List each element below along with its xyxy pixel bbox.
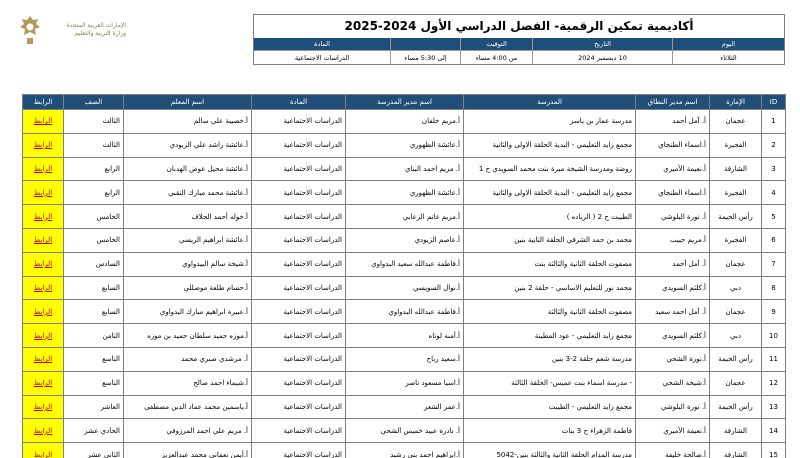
- cell-school: مجمع زايد التعليمي - البدية الحلقة الاولى والثانية: [464, 181, 636, 205]
- cell-subject: الدراسات الاجتماعية: [252, 181, 346, 205]
- cell-zone-manager: أ.كلثم السويدي: [636, 276, 710, 300]
- cell-link: [23, 443, 64, 458]
- table-row: [23, 324, 786, 348]
- cell-id: 1: [762, 110, 786, 134]
- cell-school: مصفوت الحلقة الثانية والثالثة: [464, 300, 636, 324]
- cell-link: [23, 419, 64, 443]
- schedule-table: [22, 94, 786, 458]
- cell-teacher: أ.أيمن نعماني محمد عبدالعزيز: [124, 443, 252, 458]
- label-day: اليوم: [672, 38, 784, 50]
- cell-link: [23, 395, 64, 419]
- session-link[interactable]: الرابط: [33, 117, 53, 126]
- cell-school: مجمع زايد التعليمي - البدية الحلقة الاولى والثانية: [464, 133, 636, 157]
- cell-link: [23, 371, 64, 395]
- cell-emirate: دبي: [710, 276, 762, 300]
- cell-grade: الخامس: [64, 205, 124, 229]
- cell-school: فاطمة الزهراء ح 3 بنات: [464, 419, 636, 443]
- table-row: [23, 395, 786, 419]
- session-link[interactable]: الرابط: [33, 450, 53, 458]
- cell-subject: الدراسات الاجتماعية: [252, 347, 346, 371]
- cell-teacher: أ.شيخة سالم البيدواوي: [124, 252, 252, 276]
- cell-grade: التاسع: [64, 371, 124, 395]
- col-zone-manager: اسم مدير النطاق: [636, 95, 710, 110]
- cell-subject: الدراسات الاجتماعية: [252, 228, 346, 252]
- cell-emirate: الشارقة: [710, 443, 762, 458]
- cell-grade: الثالث: [64, 110, 124, 134]
- cell-subject: الدراسات الاجتماعية: [252, 324, 346, 348]
- table-row: [23, 110, 786, 134]
- cell-grade: العاشر: [64, 395, 124, 419]
- ministry-name: [46, 22, 126, 38]
- cell-emirate: عجمان: [710, 252, 762, 276]
- label-subject: المادة: [254, 38, 390, 50]
- value-time-start: من 4:00 مساء: [460, 50, 532, 64]
- col-subject: المادة: [252, 95, 346, 110]
- cell-teacher: أ.حسام طلعة موصللي: [124, 276, 252, 300]
- cell-subject: الدراسات الاجتماعية: [252, 205, 346, 229]
- cell-principal: أ.فاطمة عبدالله البدواوي: [346, 300, 464, 324]
- cell-zone-manager: أ.اسماء الطنجاي: [636, 133, 710, 157]
- cell-teacher: أ.عائشة محيل عوض الهدبان: [124, 157, 252, 181]
- session-link[interactable]: الرابط: [33, 164, 53, 173]
- cell-school: مصفوت الحلقة الثانية والثالثة بنت: [464, 252, 636, 276]
- session-link[interactable]: الرابط: [33, 141, 53, 150]
- cell-emirate: عجمان: [710, 371, 762, 395]
- cell-id: 4: [762, 181, 786, 205]
- cell-emirate: رأس الخيمة: [710, 347, 762, 371]
- header-values-row: [254, 50, 784, 64]
- value-day: الثلاثاء: [672, 50, 784, 64]
- cell-school: مدرسة المدام الحلقة الثانية والثالثة بنين-5042: [464, 443, 636, 458]
- cell-subject: الدراسات الاجتماعية: [252, 395, 346, 419]
- cell-teacher: أ.عائشة محمد مبارك النقبي: [124, 181, 252, 205]
- cell-school: روضة ومدرسة الشيخة ميرة بنت محمد السويدي ح 1: [464, 157, 636, 181]
- table-row: [23, 157, 786, 181]
- cell-school: محمد بن حمد الشرقي الحلقة الثانية بنين: [464, 228, 636, 252]
- cell-link: [23, 205, 64, 229]
- session-link[interactable]: الرابط: [33, 402, 53, 411]
- cell-school: مجمع زايد التعليمي - الطيبت: [464, 395, 636, 419]
- cell-principal: أ.أمنة لوتاه: [346, 324, 464, 348]
- page-title: أكاديمية تمكين الرقمية- الفصل الدراسي الأول 2024-2025: [254, 15, 784, 38]
- cell-grade: السادس: [64, 252, 124, 276]
- cell-zone-manager: أ.شيخة الشحي: [636, 371, 710, 395]
- cell-principal: أ.نوال السويسي: [346, 276, 464, 300]
- cell-zone-manager: أ.نعيمة الأميري: [636, 419, 710, 443]
- table-row: [23, 252, 786, 276]
- label-time: التوقيت: [460, 38, 532, 50]
- col-teacher: اسم المعلم: [124, 95, 252, 110]
- cell-zone-manager: أ.نورة الشحي: [636, 347, 710, 371]
- col-grade: الصف: [64, 95, 124, 110]
- cell-zone-manager: أ.صالحة خليفة: [636, 443, 710, 458]
- cell-zone-manager: أ.نعيمة الأميري: [636, 157, 710, 181]
- ministry-logo: [18, 14, 128, 48]
- cell-teacher: أ.عائشة ابراهيم الريسي: [124, 228, 252, 252]
- cell-grade: الخامس: [64, 228, 124, 252]
- cell-id: 7: [762, 252, 786, 276]
- session-link[interactable]: الرابط: [33, 355, 53, 364]
- table-row: [23, 347, 786, 371]
- cell-grade: الرابع: [64, 157, 124, 181]
- cell-id: 13: [762, 395, 786, 419]
- col-school: المدرسة: [464, 95, 636, 110]
- table-row: [23, 419, 786, 443]
- cell-teacher: أ.موزه حميد سلطان حميد بن موزه: [124, 324, 252, 348]
- cell-principal: أ.اسيا مسعود ناصر: [346, 371, 464, 395]
- cell-subject: الدراسات الاجتماعية: [252, 110, 346, 134]
- cell-principal: أ.مريم خلفان: [346, 110, 464, 134]
- cell-id: 10: [762, 324, 786, 348]
- cell-id: 2: [762, 133, 786, 157]
- label-time-end: [390, 38, 460, 50]
- cell-teacher: أ.عبيرة ابراهيم مبارك البدواوي: [124, 300, 252, 324]
- session-info-header: [253, 14, 785, 65]
- cell-zone-manager: أ.كلثم السويدي: [636, 324, 710, 348]
- uae-emblem-icon: [18, 14, 42, 46]
- cell-subject: الدراسات الاجتماعية: [252, 300, 346, 324]
- cell-grade: التاسع: [64, 347, 124, 371]
- cell-subject: الدراسات الاجتماعية: [252, 419, 346, 443]
- cell-link: [23, 276, 64, 300]
- cell-principal: أ.عاصم الزيودي: [346, 228, 464, 252]
- cell-emirate: الفجيرة: [710, 181, 762, 205]
- cell-principal: أ. نادرة عبيد خميس الشحي: [346, 419, 464, 443]
- cell-link: [23, 181, 64, 205]
- cell-grade: الثامن: [64, 324, 124, 348]
- cell-emirate: عجمان: [710, 300, 762, 324]
- cell-zone-manager: أ.اسماء الطنجاي: [636, 181, 710, 205]
- session-link[interactable]: الرابط: [33, 307, 53, 316]
- col-principal: اسم مدير المدرسة: [346, 95, 464, 110]
- cell-grade: السابع: [64, 276, 124, 300]
- cell-principal: أ.مريم غانم الزعابي: [346, 205, 464, 229]
- cell-link: [23, 252, 64, 276]
- table-body: [23, 110, 786, 458]
- col-id: ID: [762, 95, 786, 110]
- cell-zone-manager: أ. آمل أحمد: [636, 252, 710, 276]
- cell-principal: أ.عائشة الظهوري: [346, 181, 464, 205]
- cell-subject: الدراسات الاجتماعية: [252, 371, 346, 395]
- cell-principal: أ.سعيد رباح: [346, 347, 464, 371]
- cell-emirate: عجمان: [710, 110, 762, 134]
- cell-emirate: الفجيرة: [710, 133, 762, 157]
- cell-subject: الدراسات الاجتماعية: [252, 443, 346, 458]
- cell-link: [23, 324, 64, 348]
- session-link[interactable]: الرابط: [33, 379, 53, 388]
- cell-school: مدرسة عمار بن ياسر: [464, 110, 636, 134]
- session-link[interactable]: الرابط: [33, 260, 53, 269]
- session-link[interactable]: الرابط: [33, 331, 53, 340]
- cell-id: 8: [762, 276, 786, 300]
- cell-school: مجمع زايد التعليمي - عود المطينة: [464, 324, 636, 348]
- cell-link: [23, 110, 64, 134]
- cell-emirate: الشارقة: [710, 157, 762, 181]
- cell-teacher: أ.ياسمين محمد عماد الدين مصطفى: [124, 395, 252, 419]
- cell-subject: الدراسات الاجتماعية: [252, 276, 346, 300]
- session-link[interactable]: الرابط: [33, 283, 53, 292]
- session-link[interactable]: الرابط: [33, 236, 53, 245]
- cell-zone-manager: أ. آمل احمد سعيد: [636, 300, 710, 324]
- cell-link: [23, 157, 64, 181]
- value-subject: الدراسات الاجتماعية: [254, 50, 390, 64]
- cell-zone-manager: أ. آمل أحمد: [636, 110, 710, 134]
- cell-subject: الدراسات الاجتماعية: [252, 133, 346, 157]
- session-link[interactable]: الرابط: [33, 212, 53, 221]
- cell-principal: أ.عمر الشعر: [346, 395, 464, 419]
- session-link[interactable]: الرابط: [33, 188, 53, 197]
- table-row: [23, 443, 786, 458]
- cell-link: [23, 228, 64, 252]
- cell-emirate: الشارقة: [710, 419, 762, 443]
- cell-zone-manager: أ. نورة البلوشي: [636, 205, 710, 229]
- cell-id: 5: [762, 205, 786, 229]
- cell-id: 14: [762, 419, 786, 443]
- table-row: [23, 181, 786, 205]
- cell-subject: الدراسات الاجتماعية: [252, 157, 346, 181]
- header-labels-row: [254, 38, 784, 50]
- cell-teacher: أ.عائشة راشد علي الزيودي: [124, 133, 252, 157]
- cell-link: [23, 347, 64, 371]
- cell-grade: الثاني عشر: [64, 443, 124, 458]
- cell-principal: أ.فاطمة عبدالله سعيد البدواوي: [346, 252, 464, 276]
- col-emirate: الإمارة: [710, 95, 762, 110]
- cell-link: [23, 133, 64, 157]
- table-row: [23, 133, 786, 157]
- table-row: [23, 205, 786, 229]
- cell-grade: السابع: [64, 300, 124, 324]
- cell-teacher: أ.خوله أحمد الجلاف: [124, 205, 252, 229]
- cell-school: الطيبت ح 2 ( الرياده ): [464, 205, 636, 229]
- org-line-1: الإمارات العربية المتحدة: [66, 22, 126, 29]
- cell-grade: الحادي عشر: [64, 419, 124, 443]
- table-row: [23, 276, 786, 300]
- value-date: 10 ديسمبر 2024: [532, 50, 672, 64]
- cell-emirate: دبي: [710, 324, 762, 348]
- cell-teacher: أ.خصيبة علي سالم: [124, 110, 252, 134]
- cell-id: 3: [762, 157, 786, 181]
- label-date: التاريخ: [532, 38, 672, 50]
- cell-emirate: الفجيرة: [710, 228, 762, 252]
- cell-id: 12: [762, 371, 786, 395]
- cell-grade: الرابع: [64, 181, 124, 205]
- cell-zone-manager: أ.مريم حبيب: [636, 228, 710, 252]
- cell-school: مدرسة شعم حلقة 2-3 بنين: [464, 347, 636, 371]
- cell-teacher: أ. مرشدي صبري محمد: [124, 347, 252, 371]
- cell-principal: أ. مريم احمد البناي: [346, 157, 464, 181]
- table-row: [23, 371, 786, 395]
- col-link: الرابط: [23, 95, 64, 110]
- session-link[interactable]: الرابط: [33, 426, 53, 435]
- cell-grade: الثالث: [64, 133, 124, 157]
- cell-id: 9: [762, 300, 786, 324]
- cell-principal: أ.ابراهيم احمد بني رشيد: [346, 443, 464, 458]
- cell-teacher: أ.شيماء احمد صالح: [124, 371, 252, 395]
- cell-school: - مدرسة اسماء بنت عميس- الحلقة الثالثة: [464, 371, 636, 395]
- org-line-2: وزارة التربية والتعليم: [74, 30, 126, 37]
- cell-link: [23, 300, 64, 324]
- cell-school: محمد نور للتعليم الاساسي - حلقة 2 بنين: [464, 276, 636, 300]
- cell-emirate: رأس الخيمة: [710, 395, 762, 419]
- cell-subject: الدراسات الاجتماعية: [252, 252, 346, 276]
- table-header-row: [23, 95, 786, 110]
- cell-id: 11: [762, 347, 786, 371]
- table-row: [23, 228, 786, 252]
- cell-zone-manager: أ. نورة البلوشي: [636, 395, 710, 419]
- table-row: [23, 300, 786, 324]
- cell-teacher: أ. مريم علي احمد المرزوقي: [124, 419, 252, 443]
- cell-id: 6: [762, 228, 786, 252]
- cell-principal: أ.عائشة الظهوري: [346, 133, 464, 157]
- cell-id: 15: [762, 443, 786, 458]
- cell-emirate: رأس الخيمة: [710, 205, 762, 229]
- value-time-end: إلى 5:30 مساء: [390, 50, 460, 64]
